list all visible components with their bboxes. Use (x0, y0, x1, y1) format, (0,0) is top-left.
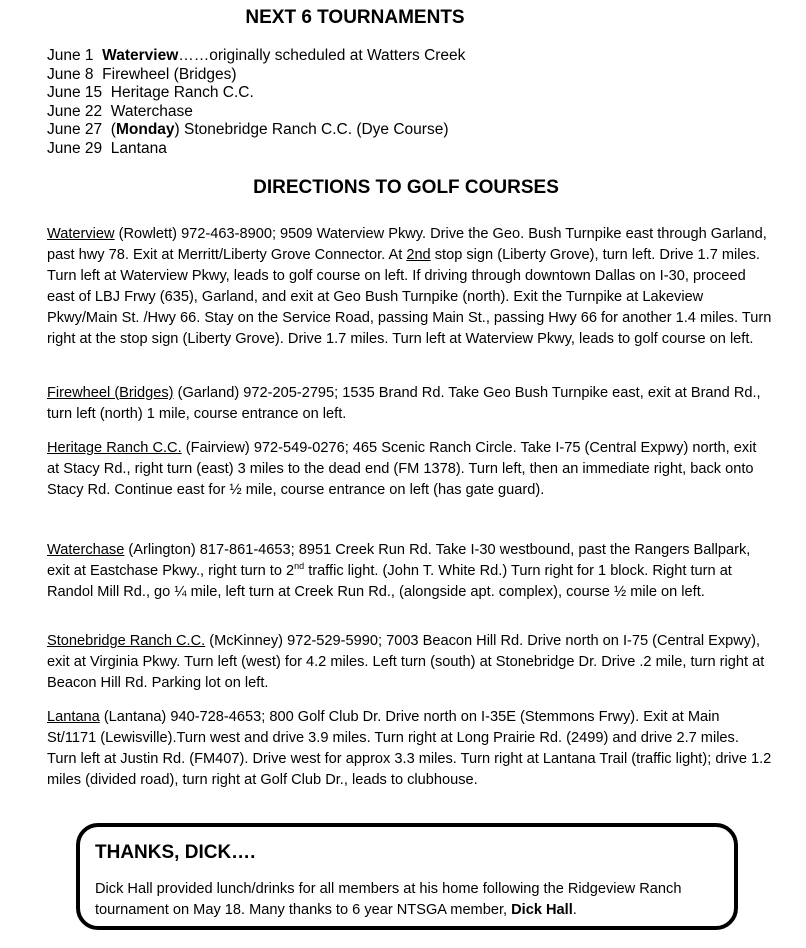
tournament-date: June 29 (47, 139, 103, 157)
tournaments-heading: NEXT 6 TOURNAMENTS (245, 7, 465, 28)
course-text: (Lantana) 940-728-4653; 800 Golf Club Dr. Drive north on I-35E (Stemmons Frwy). Exit at Main St/1171 (Lewisville).Turn west and drive 3.9 miles. Turn right at Long Prairie Rd. (2499) and drive 2.7 miles. Turn left at Justin Rd. (FM407). Drive west for approx 3.3 miles. Turn right at Lantana Trail (traffic light); drive 1.2 miles (divided road), turn right at Golf Club Dr., leads to clubhouse. (47, 709, 772, 788)
tournament-item (47, 103, 465, 122)
tournament-course: Lantana (110, 139, 167, 157)
course-directions-lantana (47, 707, 772, 791)
tournament-item (47, 66, 465, 85)
thanks-body (95, 879, 745, 921)
course-superscript: nd (294, 561, 305, 572)
tournament-course: Firewheel (Bridges) (102, 65, 237, 83)
thanks-end: . (572, 902, 577, 918)
course-directions-heritage-ranch (47, 438, 772, 501)
tournament-item (47, 84, 465, 103)
tournament-day-bold: Monday (115, 121, 175, 138)
tournament-list (47, 47, 465, 158)
tournament-date: June 22 (47, 102, 103, 120)
course-name: Heritage Ranch C.C. (47, 440, 182, 456)
tournament-course: ) Stonebridge Ranch C.C. (Dye Course) (174, 121, 449, 138)
tournament-date: June 1 (47, 47, 94, 64)
course-text: traffic light. (John T. White Rd.) Turn right for 1 block. Right turn at Randol Mill Rd., go ¼ mile, left turn at Creek Run Rd., (alongside apt. complex), course ½ mile on left. (47, 563, 732, 600)
course-text: (Fairview) 972-549-0276; 465 Scenic Ranch Circle. Take I-75 (Central Expwy) north, exit at Stacy Rd., right turn (east) 3 miles to the dead end (FM 1378). Turn left, then an immediate right, back onto Stacy Rd. Continue east for ½ mile, course entrance on left (has gate guard). (47, 440, 757, 498)
tournament-item (47, 140, 465, 159)
course-directions-stonebridge (47, 631, 772, 694)
tournament-course-bold: Waterview (102, 47, 179, 64)
course-directions-firewheel (47, 383, 772, 425)
tournament-item (47, 47, 465, 66)
course-name: Firewheel (Bridges) (47, 385, 174, 401)
course-underlined-ordinal: 2nd (406, 247, 431, 263)
course-directions-waterchase (47, 540, 772, 603)
course-text: (Garland) 972-205-2795; 1535 Brand Rd. Take Geo Bush Turnpike east, exit at Brand Rd., turn left (north) 1 mile, course entrance on left. (47, 385, 761, 422)
tournament-date: June 15 (47, 84, 103, 101)
tournament-paren: ( (110, 121, 116, 138)
course-name: Waterchase (47, 542, 125, 558)
tournament-course: Waterchase (110, 102, 193, 120)
course-name: Waterview (47, 226, 115, 242)
tournament-date: June 8 (47, 65, 94, 83)
course-text: (Rowlett) 972-463-8900; 9509 Waterview Pkwy. Drive the Geo. Bush Turnpike east through Garland, past hwy 78. Exit at Merritt/Liberty Grove Connector. At (47, 226, 767, 263)
thanks-title: THANKS, DICK…. (95, 842, 256, 863)
thanks-text: Dick Hall provided lunch/drinks for all members at his home following the Ridgeview Ranch tournament on May 18. Many thanks to 6 year NTSGA member, (95, 881, 682, 918)
thanks-name: Dick Hall (511, 902, 573, 918)
directions-heading: DIRECTIONS TO GOLF COURSES (253, 177, 559, 198)
tournament-item (47, 121, 465, 140)
course-text: stop sign (Liberty Grove), turn left. Drive 1.7 miles. Turn left at Waterview Pkwy, leads to golf course on left. If driving through downtown Dallas on I-30, proceed east of LBJ Frwy (635), Garland, and exit at Geo Bush Turnpike (north). Exit the Turnpike at Lakeview Pkwy/Main St. /Hwy 66. Stay on the Service Road, passing Main St., passing Hwy 66 for another 1.4 miles. Turn right at the stop sign (Liberty Grove). Drive 1.7 miles. Turn left at Waterview Pkwy, leads to golf course on left. (47, 247, 772, 347)
course-text: (McKinney) 972-529-5990; 7003 Beacon Hill Rd. Drive north on I-75 (Central Expwy), exit at Virginia Pkwy. Turn left (west) for 4.2 miles. Left turn (south) at Stonebridge Dr. Drive .2 mile, turn right at Beacon Hill Rd. Parking lot on left. (47, 633, 765, 691)
course-name: Stonebridge Ranch C.C. (47, 633, 206, 649)
course-directions-waterview (47, 224, 772, 350)
tournament-date: June 27 (47, 121, 103, 138)
course-text: (Arlington) 817-861-4653; 8951 Creek Run Rd. Take I-30 westbound, past the Rangers Ballpark, exit at Eastchase Pkwy., right turn to 2 (47, 542, 751, 579)
tournament-note: ……originally scheduled at Watters Creek (178, 47, 466, 64)
tournament-course: Heritage Ranch C.C. (110, 84, 254, 101)
course-name: Lantana (47, 709, 100, 725)
